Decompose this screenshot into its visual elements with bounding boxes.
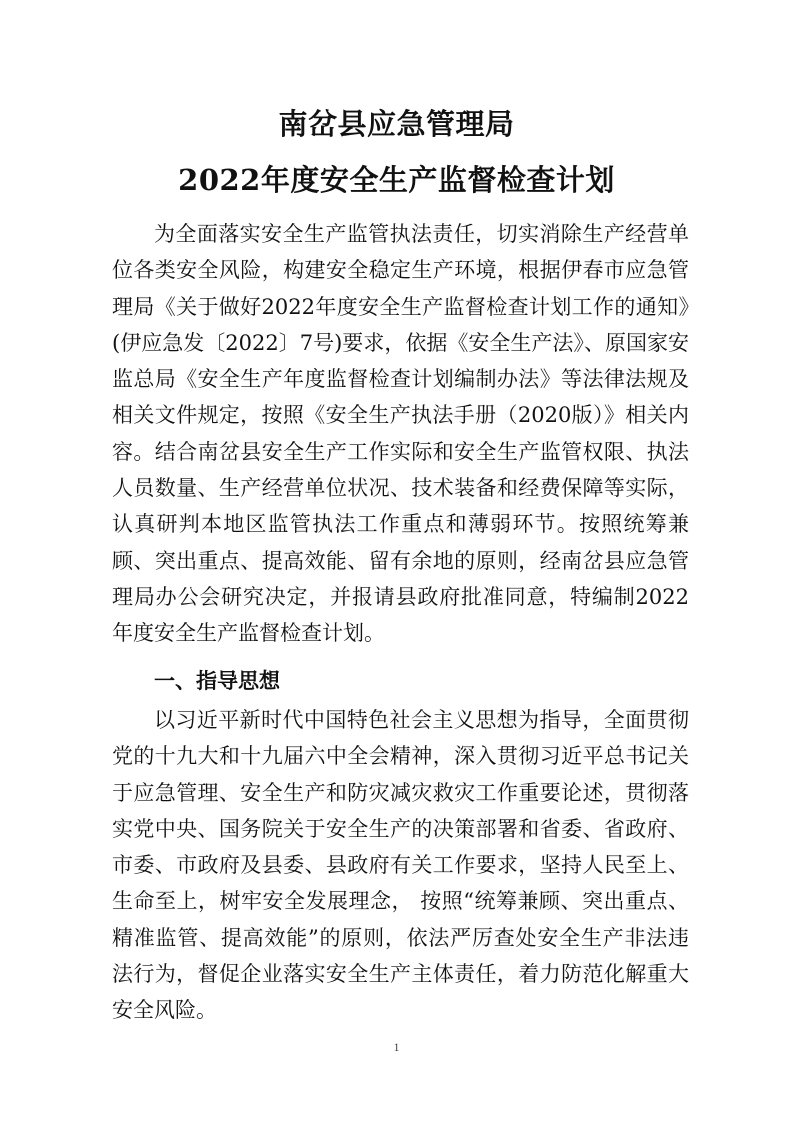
page-number: 1 — [393, 1040, 400, 1054]
section-heading-guiding-ideology: 一、指导思想 — [154, 669, 280, 693]
document-title-line1: 南岔县应急管理局 — [278, 107, 515, 141]
document-title-line2: 2022年度安全生产监督检查计划 — [178, 163, 615, 197]
guiding-ideology-paragraph: 以习近平新时代中国特色社会主义思想为指导，全面贯彻党的十九大和十九届六中全会精神，深入贯彻习近平总书记关于应急管理、安全生产和防灾减灾救灾工作重要论述，贯彻落实党中央、国务院关于安全生产的决策部署和省委、省政府、市委、市政府及县委、县政府有关工作要求，坚持人民至上、生命至上，树牢安全发展理念， 按照“统筹兼顾、突出重点、精准监管、提高效能”的原则，依法严厉查处安全生产非法违法行为，督促企业落实安全生产主体责任，着力防范化解重大安全风险。 — [112, 708, 689, 1023]
intro-paragraph: 为全面落实安全生产监管执法责任，切实消除生产经营单位各类安全风险，构建安全稳定生产环境，根据伊春市应急管理局《关于做好2022年度安全生产监督检查计划工作的通知》(伊应急发〔2022〕7号)要求，依据《安全生产法》、原国家安监总局《安全生产年度监督检查计划编制办法》等法律法规及相关文件规定，按照《安全生产执法手册（2020版）》相关内容。结合南岔县安全生产工作实际和安全生产监管权限、执法人员数量、生产经营单位状况、技术装备和经费保障等实际，认真研判本地区监管执法工作重点和薄弱环节。按照统筹兼顾、突出重点、提高效能、留有余地的原则，经南岔县应急管理局办公会研究决定，并报请县政府批准同意，特编制2022年度安全生产监督检查计划。 — [112, 222, 689, 646]
